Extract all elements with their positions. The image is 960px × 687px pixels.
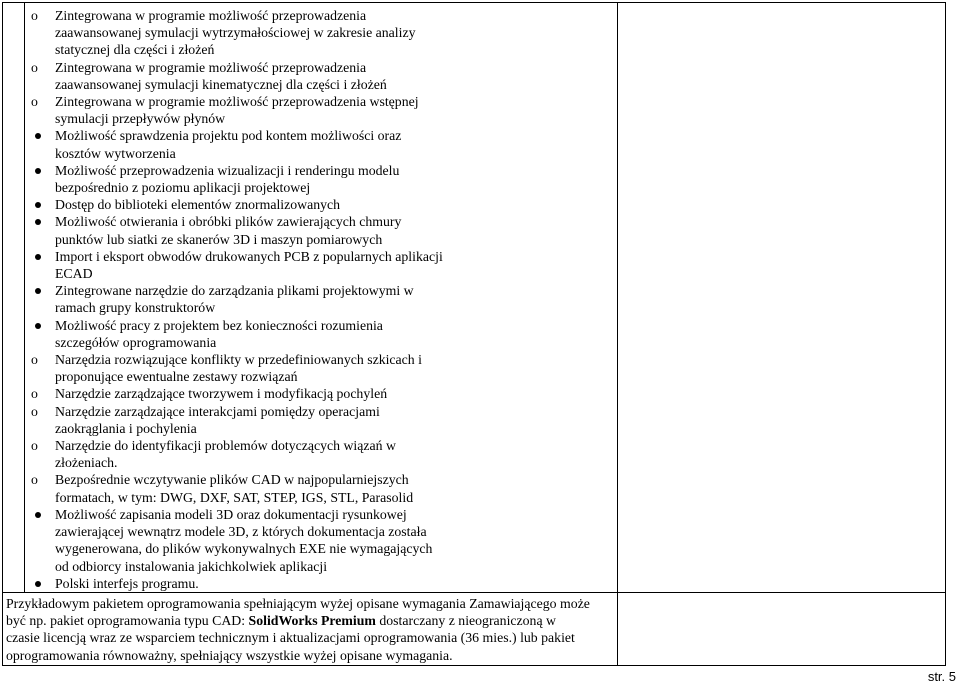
requirement-text-line: Narzędzia rozwiązujące konflikty w przedefiniowanych szkicach i — [55, 352, 422, 368]
sub-requirement-item — [25, 59, 617, 93]
bullet-icon — [35, 512, 41, 518]
product-name: SolidWorks Premium — [248, 613, 376, 629]
requirement-text-line: symulacji przepływów płynów — [55, 111, 226, 127]
bullet-icon — [35, 133, 41, 139]
bullet-icon — [35, 219, 41, 225]
bullet-icon — [35, 168, 41, 174]
requirement-text-line: zaawansowanej symulacji kinematycznej dla części i złożeń — [55, 76, 387, 92]
requirement-item — [25, 162, 617, 196]
requirement-text-line: Narzędzie do identyfikacji problemów dotyczących wiązań w — [55, 438, 396, 454]
sub-requirement-item — [25, 437, 617, 471]
bullet-icon — [35, 288, 41, 294]
offer-cell — [618, 3, 946, 593]
requirements-table — [2, 2, 946, 666]
requirement-text-line: Import i eksport obwodów drukowanych PCB z popularnych aplikacji — [55, 248, 443, 264]
requirement-item — [25, 248, 617, 282]
requirement-text-line: kosztów wytworzenia — [55, 145, 176, 161]
circle-bullet: o — [31, 94, 38, 110]
note-right-cell — [618, 592, 946, 665]
requirement-item — [25, 213, 617, 247]
requirement-text-line: od odbiorcy instalowania jakichkolwiek aplikacji — [55, 558, 328, 574]
requirement-item — [25, 127, 617, 161]
circle-bullet: o — [31, 352, 38, 368]
circle-bullet: o — [31, 403, 38, 419]
requirement-text-line: Zintegrowana w programie możliwość przeprowadzenia — [55, 8, 367, 23]
requirement-text-line: Narzędzie zarządzające interakcjami pomiędzy operacjami — [55, 403, 380, 419]
requirement-item — [25, 196, 617, 213]
requirement-text-line: Zintegrowana w programie możliwość przeprowadzenia wstępnej — [55, 94, 419, 110]
circle-bullet: o — [31, 472, 38, 488]
circle-bullet: o — [31, 59, 38, 75]
requirement-text-line: statycznej dla części i złożeń — [55, 42, 215, 58]
requirement-text-line: Możliwość zapisania modeli 3D oraz dokumentacji rysunkowej — [55, 506, 407, 522]
circle-bullet: o — [31, 438, 38, 454]
requirement-text-line: Możliwość otwierania i obróbki plików zawierających chmury — [55, 214, 402, 230]
requirement-text-line: Polski interfejs programu. — [55, 575, 199, 591]
circle-bullet: o — [31, 8, 38, 23]
sub-requirement-item — [25, 93, 617, 127]
requirement-text-line: złożeniach. — [55, 455, 118, 471]
requirement-item — [25, 506, 617, 575]
requirement-text-line: ECAD — [55, 266, 93, 282]
requirement-text-line: Zintegrowane narzędzie do zarządzania plikami projektowymi w — [55, 283, 414, 299]
requirement-text-line: Możliwość przeprowadzenia wizualizacji i renderingu modelu — [55, 162, 400, 178]
requirement-text-line: zaokrąglania i pochylenia — [55, 420, 197, 436]
sub-requirement-item — [25, 471, 617, 505]
requirement-text-line: punktów lub siatki ze skanerów 3D i maszyn pomiarowych — [55, 231, 383, 247]
requirement-text-line: ramach grupy konstruktorów — [55, 300, 216, 316]
sub-requirement-item — [25, 403, 617, 437]
note-line-2-start: być np. pakiet oprogramowania typu CAD: — [6, 613, 249, 629]
requirement-text-line: Możliwość pracy z projektem bez konieczności rozumienia — [55, 317, 383, 333]
requirement-item — [25, 317, 617, 351]
note-cell — [3, 592, 618, 665]
requirement-text-line: zaawansowanej symulacji wytrzymałościowej w zakresie analizy — [55, 25, 416, 41]
requirement-text-line: wygenerowana, do plików wykonywalnych EXE nie wymagających — [55, 541, 433, 557]
requirement-item — [25, 282, 617, 316]
requirement-text-line: proponujące ewentualne zestawy rozwiązań — [55, 369, 298, 385]
requirement-text-line: Narzędzie zarządzające tworzywem i modyfikacją pochyleń — [55, 386, 388, 402]
requirement-item — [25, 575, 617, 592]
circle-bullet: o — [31, 386, 38, 402]
requirement-text-line: Bezpośrednie wczytywanie plików CAD w najpopularniejszych — [55, 472, 409, 488]
note-line-4: oprogramowania równoważny, spełniający wszystkie wyżej opisane wymagania. — [6, 647, 453, 663]
bullet-icon — [35, 323, 41, 329]
requirement-text-line: formatach, w tym: DWG, DXF, SAT, STEP, IGS, STL, Parasolid — [55, 489, 414, 505]
bullet-icon — [35, 202, 41, 208]
number-cell — [3, 3, 25, 593]
note-line-2 — [6, 612, 613, 629]
requirements-list — [25, 3, 617, 592]
requirement-text-line: Dostęp do biblioteki elementów znormalizowanych — [55, 197, 341, 213]
note-line-3: czasie licencją wraz ze wsparciem technicznym i aktualizacjami oprogramowania (36 mies.) lub pakiet — [6, 630, 575, 646]
sub-requirement-item — [25, 7, 617, 59]
requirement-text-line: Zintegrowana w programie możliwość przeprowadzenia — [55, 59, 367, 75]
example-package-note — [3, 593, 617, 664]
requirement-text-line: szczegółów oprogramowania — [55, 334, 217, 350]
page-number: str. 5 — [927, 669, 956, 684]
requirements-row — [3, 3, 946, 593]
sub-requirement-item — [25, 385, 617, 402]
requirement-text-line: bezpośrednio z poziomu aplikacji projektowej — [55, 180, 311, 196]
requirements-cell — [25, 3, 618, 593]
requirement-text-line: Możliwość sprawdzenia projektu pod kontem możliwości oraz — [55, 128, 402, 144]
requirement-text-line: zawierającej wewnątrz modele 3D, z których dokumentacja została — [55, 524, 427, 540]
bullet-icon — [35, 254, 41, 260]
note-row — [3, 592, 946, 665]
note-line-2-end: dostarczany z nieograniczoną w — [375, 613, 556, 629]
bullet-icon — [35, 581, 41, 587]
sub-requirement-item — [25, 351, 617, 385]
note-line-1: Przykładowym pakietem oprogramowania spełniającym wyżej opisane wymagania Zamawiającego może — [6, 595, 590, 611]
